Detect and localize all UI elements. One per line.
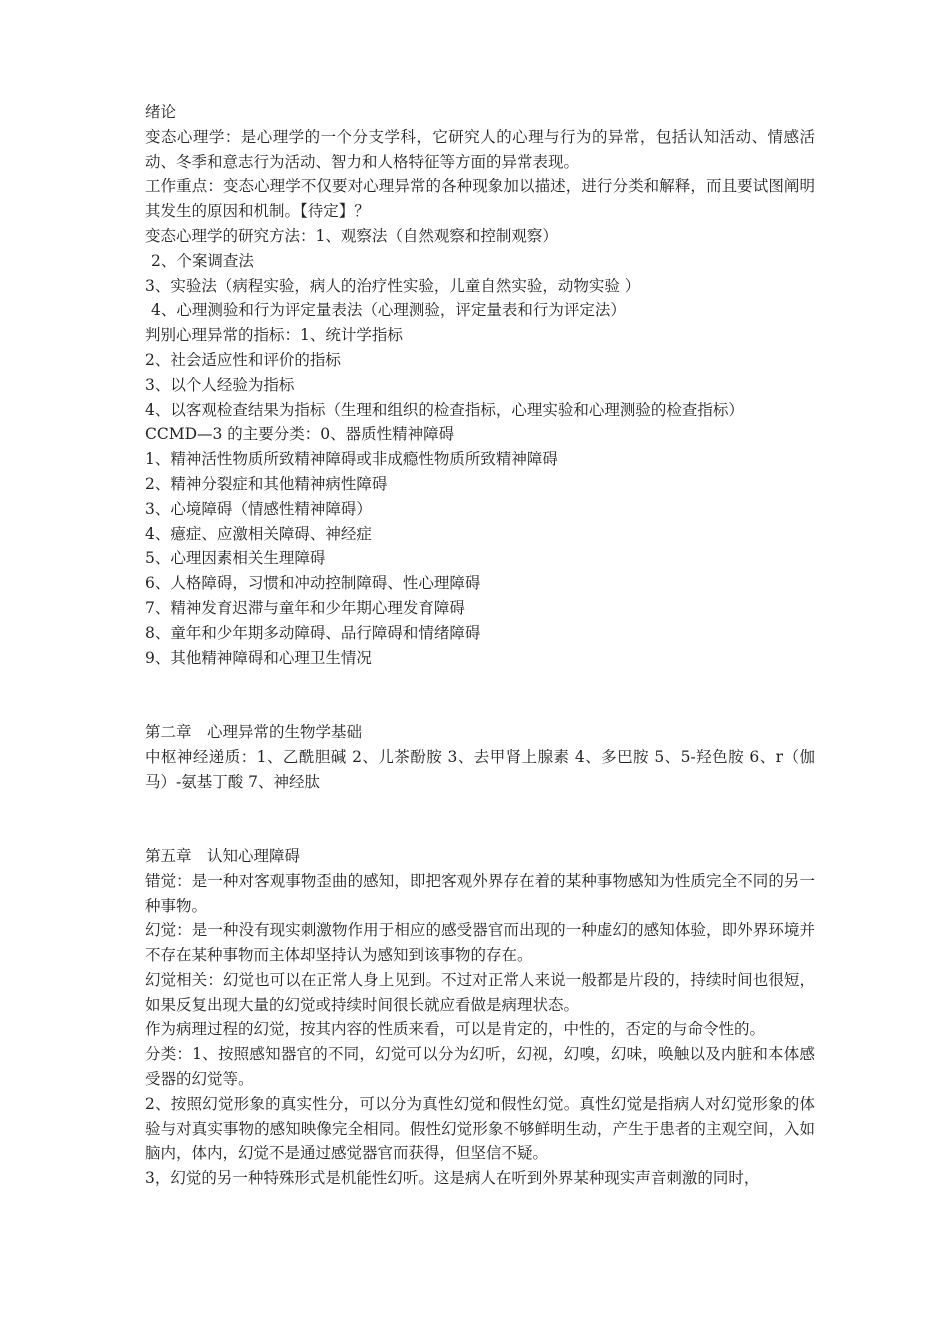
- ccmd-line: 9、其他精神障碍和心理卫生情况: [145, 648, 372, 667]
- ccmd-line: 3、心境障碍（情感性精神障碍）: [145, 499, 372, 518]
- method-line: 4、心理测验和行为评定量表法（心理测验，评定量表和行为评定法）: [151, 301, 626, 320]
- intro-focus: 工作重点：变态心理学不仅要对心理异常的各种现象加以描述，进行分类和解释，而且要试图阐明其发生的原因和机制。【待定】？: [145, 177, 815, 221]
- ccmd-line: 7、精神发育迟滞与童年和少年期心理发育障碍: [145, 598, 465, 617]
- indicator-line: 3、以个人经验为指标: [145, 375, 295, 394]
- chapter2-title: 第二章 心理异常的生物学基础: [145, 722, 363, 741]
- chapter5-classification-2: 2、按照幻觉形象的真实性分，可以分为真性幻觉和假性幻觉。真性幻觉是指病人对幻觉形象的体验与对真实事物的感知映像完全相同。假性幻觉形象不够鲜明生动，产生于患者的主观空间，入如脑内，体内，幻觉不是通过感觉器官而获得，但坚信不疑。: [145, 1094, 815, 1163]
- chapter5-classification-3: 3，幻觉的另一种特殊形式是机能性幻听。这是病人在听到外界某种现实声音刺激的同时，: [145, 1169, 760, 1188]
- ccmd-line: CCMD—3 的主要分类：0、器质性精神障碍: [145, 425, 455, 444]
- method-line: 变态心理学的研究方法：1、观察法（自然观察和控制观察）: [145, 226, 558, 245]
- chapter2-neurotransmitters: 中枢神经递质：1、乙酰胆碱 2、儿茶酚胺 3、去甲肾上腺素 4、多巴胺 5、5-羟色胺 6、r（伽马）-氨基丁酸 7、神经肽: [145, 747, 815, 791]
- chapter5-hallucination: 幻觉：是一种没有现实刺激物作用于相应的感受器官而出现的一种虚幻的感知体验，即外界环境并不存在某种事物而主体却坚持认为感知到该事物的存在。: [145, 921, 815, 965]
- indicator-line: 4、以客观检查结果为指标（生理和组织的检查指标，心理实验和心理测验的检查指标）: [145, 400, 744, 419]
- chapter5-classification-1: 分类：1、按照感知器官的不同，幻觉可以分为幻听，幻视，幻嗅，幻味，唤触以及内脏和本体感受器的幻觉等。: [145, 1045, 815, 1089]
- ccmd-line: 2、精神分裂症和其他精神病性障碍: [145, 474, 388, 493]
- indicator-line: 判别心理异常的指标：1、统计学指标: [145, 326, 403, 345]
- method-line: 2、个案调查法: [151, 251, 254, 270]
- chapter5-title: 第五章 认知心理障碍: [145, 846, 301, 865]
- intro-definition: 变态心理学：是心理学的一个分支学科，它研究人的心理与行为的异常，包括认知活动、情感活动、冬季和意志行为活动、智力和人格特征等方面的异常表现。: [145, 127, 815, 171]
- chapter5-related: 幻觉相关：幻觉也可以在正常人身上见到。不过对正常人来说一般都是片段的，持续时间也很短，如果反复出现大量的幻觉或持续时间很长就应看做是病理状态。: [145, 970, 815, 1014]
- ccmd-line: 5、心理因素相关生理障碍: [145, 549, 326, 568]
- method-line: 3、实验法（病程实验，病人的治疗性实验，儿童自然实验，动物实验 ）: [145, 276, 641, 295]
- chapter5-pathological: 作为病理过程的幻觉，按其内容的性质来看，可以是肯定的，中性的，否定的与命令性的。: [145, 1020, 766, 1039]
- document-page: [145, 100, 815, 1191]
- section-spacer: [145, 670, 815, 720]
- ccmd-line: 8、童年和少年期多动障碍、品行障碍和情绪障碍: [145, 623, 481, 642]
- ccmd-line: 1、精神活性物质所致精神障碍或非成瘾性物质所致精神障碍: [145, 450, 558, 469]
- section-spacer: [145, 794, 815, 844]
- chapter5-illusion: 错觉：是一种对客观事物歪曲的感知，即把客观外界存在着的某种事物感知为性质完全不同的另一种事物。: [145, 871, 815, 915]
- ccmd-line: 6、人格障碍，习惯和冲动控制障碍、性心理障碍: [145, 574, 481, 593]
- indicator-line: 2、社会适应性和评价的指标: [145, 350, 341, 369]
- intro-title: 绪论: [145, 103, 177, 121]
- ccmd-line: 4、癔症、应激相关障碍、神经症: [145, 524, 372, 543]
